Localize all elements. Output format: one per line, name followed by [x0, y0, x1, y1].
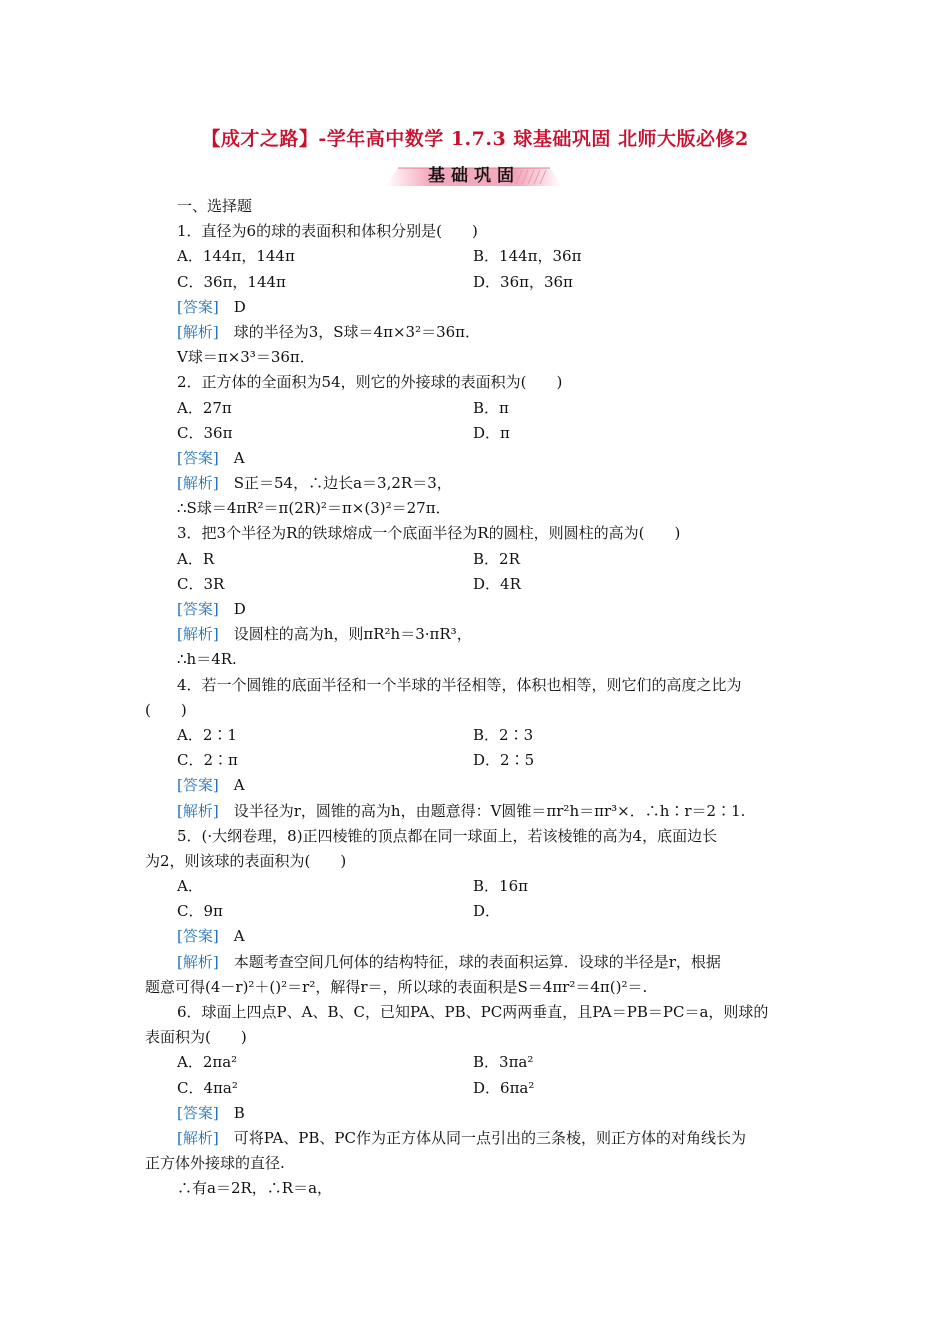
q1-option-a: A．144π，144π [177, 247, 295, 266]
question-list [145, 194, 809, 1202]
q4-analysis [145, 799, 809, 824]
q6-option-b: B．3πa² [473, 1053, 534, 1072]
q6-option-d: D．6πa² [473, 1078, 535, 1097]
q4-option-a: A．2∶1 [177, 725, 237, 744]
q1-option-b: B．144π，36π [473, 247, 582, 266]
q2-analysis-line1: S正＝54，∴边长a＝3,2R＝3， [233, 474, 452, 493]
q2-analysis [145, 471, 809, 496]
q5-option-a: A． [177, 877, 203, 896]
q5-answer [145, 924, 809, 949]
q1-option-c: C．36π，144π [177, 272, 286, 291]
q5-analysis [145, 950, 809, 975]
q2-option-c: C．36π [177, 423, 233, 442]
document-title: 【成才之路】-学年高中数学 1.7.3 球基础巩固 北师大版必修2 [201, 128, 749, 150]
q1-option-d: D．36π，36π [473, 272, 573, 291]
answer-tag: [答案] [177, 297, 219, 316]
q4-options-row2 [145, 748, 809, 773]
q2-options-row1 [145, 396, 809, 421]
q3-options-row2 [145, 572, 809, 597]
q3-option-b: B．2R [473, 549, 520, 568]
q3-option-d: D．4R [473, 574, 521, 593]
analysis-tag: [解析] [177, 474, 219, 493]
q5-option-d: D． [473, 902, 501, 921]
section-heading: 一、选择题 [177, 197, 253, 215]
section-banner [380, 160, 568, 188]
q3-analysis [145, 622, 809, 647]
q4-answer [145, 773, 809, 798]
q5-option-b: B．16π [473, 877, 528, 896]
q1-analysis [145, 320, 809, 345]
q6-option-a: A．2πa² [177, 1053, 238, 1072]
analysis-tag: [解析] [177, 952, 219, 971]
q3-stem: 3．把3个半径为R的铁球熔成一个底面半径为R的圆柱，则圆柱的高为( ) [177, 524, 681, 543]
q4-stem-cont: ( ) [145, 700, 187, 719]
q1-analysis-line1: 球的半径为3，S球＝4π×3²＝36π． [233, 322, 481, 341]
answer-tag: [答案] [177, 448, 219, 467]
q6-options-row2 [145, 1076, 809, 1101]
analysis-tag: [解析] [177, 625, 219, 644]
q5-options-row1 [145, 874, 809, 899]
q5-stem-cont: 为2，则该球的表面积为( ) [145, 851, 347, 870]
q2-option-a: A．27π [177, 398, 232, 417]
q2-option-d: D．π [473, 423, 510, 442]
q2-stem: 2．正方体的全面积为54，则它的外接球的表面积为( ) [177, 373, 563, 392]
q1-options-row2 [145, 270, 809, 295]
q3-answer [145, 597, 809, 622]
q3-options-row1 [145, 547, 809, 572]
q2-answer-value: A [233, 448, 245, 467]
q2-analysis-line2: ∴S球＝4πR²＝π(2R)²＝π×(3)²＝27π． [177, 499, 451, 518]
q3-analysis-line1: 设圆柱的高为h，则πR²h＝3·πR³， [233, 625, 472, 644]
analysis-tag: [解析] [177, 801, 219, 820]
q3-answer-value: D [233, 600, 246, 618]
q3-analysis-line2: ∴h＝4R. [177, 650, 237, 669]
q6-stem: 6．球面上四点P、A、B、C，已知PA、PB、PC两两垂直，且PA＝PB＝PC＝a，则球的 [177, 1003, 769, 1021]
banner-label: 基础巩固 [428, 166, 520, 186]
q6-answer-value: B [233, 1103, 245, 1122]
answer-tag: [答案] [177, 927, 219, 946]
q3-option-a: A．R [177, 549, 215, 568]
q1-options-row1 [145, 244, 809, 269]
answer-tag: [答案] [177, 776, 219, 795]
q5-analysis-line2: 题意可得(4－r)²＋()²＝r²，解得r＝，所以球的表面积是S＝4πr²＝4π()²＝. [145, 977, 648, 996]
q3-option-c: C．3R [177, 574, 225, 593]
q1-answer-value: D [233, 297, 246, 316]
q6-stem-cont: 表面积为( ) [145, 1028, 247, 1047]
q4-options-row1 [145, 723, 809, 748]
analysis-tag: [解析] [177, 322, 219, 341]
q1-answer [145, 295, 809, 320]
q1-stem: 1．直径为6的球的表面积和体积分别是( ) [177, 222, 478, 241]
q6-answer [145, 1101, 809, 1126]
q4-answer-value: A [233, 776, 245, 795]
q4-option-c: C．2∶π [177, 751, 238, 770]
q2-answer [145, 446, 809, 471]
q2-option-b: B．π [473, 398, 509, 417]
q4-analysis-line1: 设半径为r，圆锥的高为h，由题意得：V圆锥＝πr²h＝πr³×．∴h∶r＝2∶1. [233, 801, 746, 820]
q5-analysis-line1: 本题考查空间几何体的结构特征，球的表面积运算．设球的半径是r，根据 [233, 952, 721, 971]
q6-analysis [145, 1126, 809, 1151]
q5-option-c: C．9π [177, 902, 223, 921]
q6-analysis-line2: 正方体外接球的直径. [145, 1154, 285, 1173]
answer-tag: [答案] [177, 600, 219, 618]
answer-tag: [答案] [177, 1103, 219, 1122]
q6-analysis-line1: 可将PA、PB、PC作为正方体从同一点引出的三条棱，则正方体的对角线长为 [233, 1128, 746, 1147]
q6-analysis-line3: ∴有a＝2R，∴R＝a， [177, 1179, 333, 1198]
q5-options-row2 [145, 899, 809, 924]
q5-answer-value: A [233, 927, 245, 946]
analysis-tag: [解析] [177, 1128, 219, 1147]
q6-option-c: C．4πa² [177, 1078, 238, 1097]
q4-stem: 4．若一个圆锥的底面半径和一个半球的半径相等，体积也相等，则它们的高度之比为 [177, 675, 742, 694]
q6-options-row1 [145, 1050, 809, 1075]
q4-option-d: D．2∶5 [473, 751, 535, 770]
q4-option-b: B．2∶3 [473, 725, 534, 744]
q1-analysis-line2: V球＝π×3³＝36π． [177, 348, 315, 367]
q2-options-row2 [145, 421, 809, 446]
q5-stem: 5．(·大纲卷理，8)正四棱锥的顶点都在同一球面上，若该棱锥的高为4，底面边长 [177, 826, 718, 845]
